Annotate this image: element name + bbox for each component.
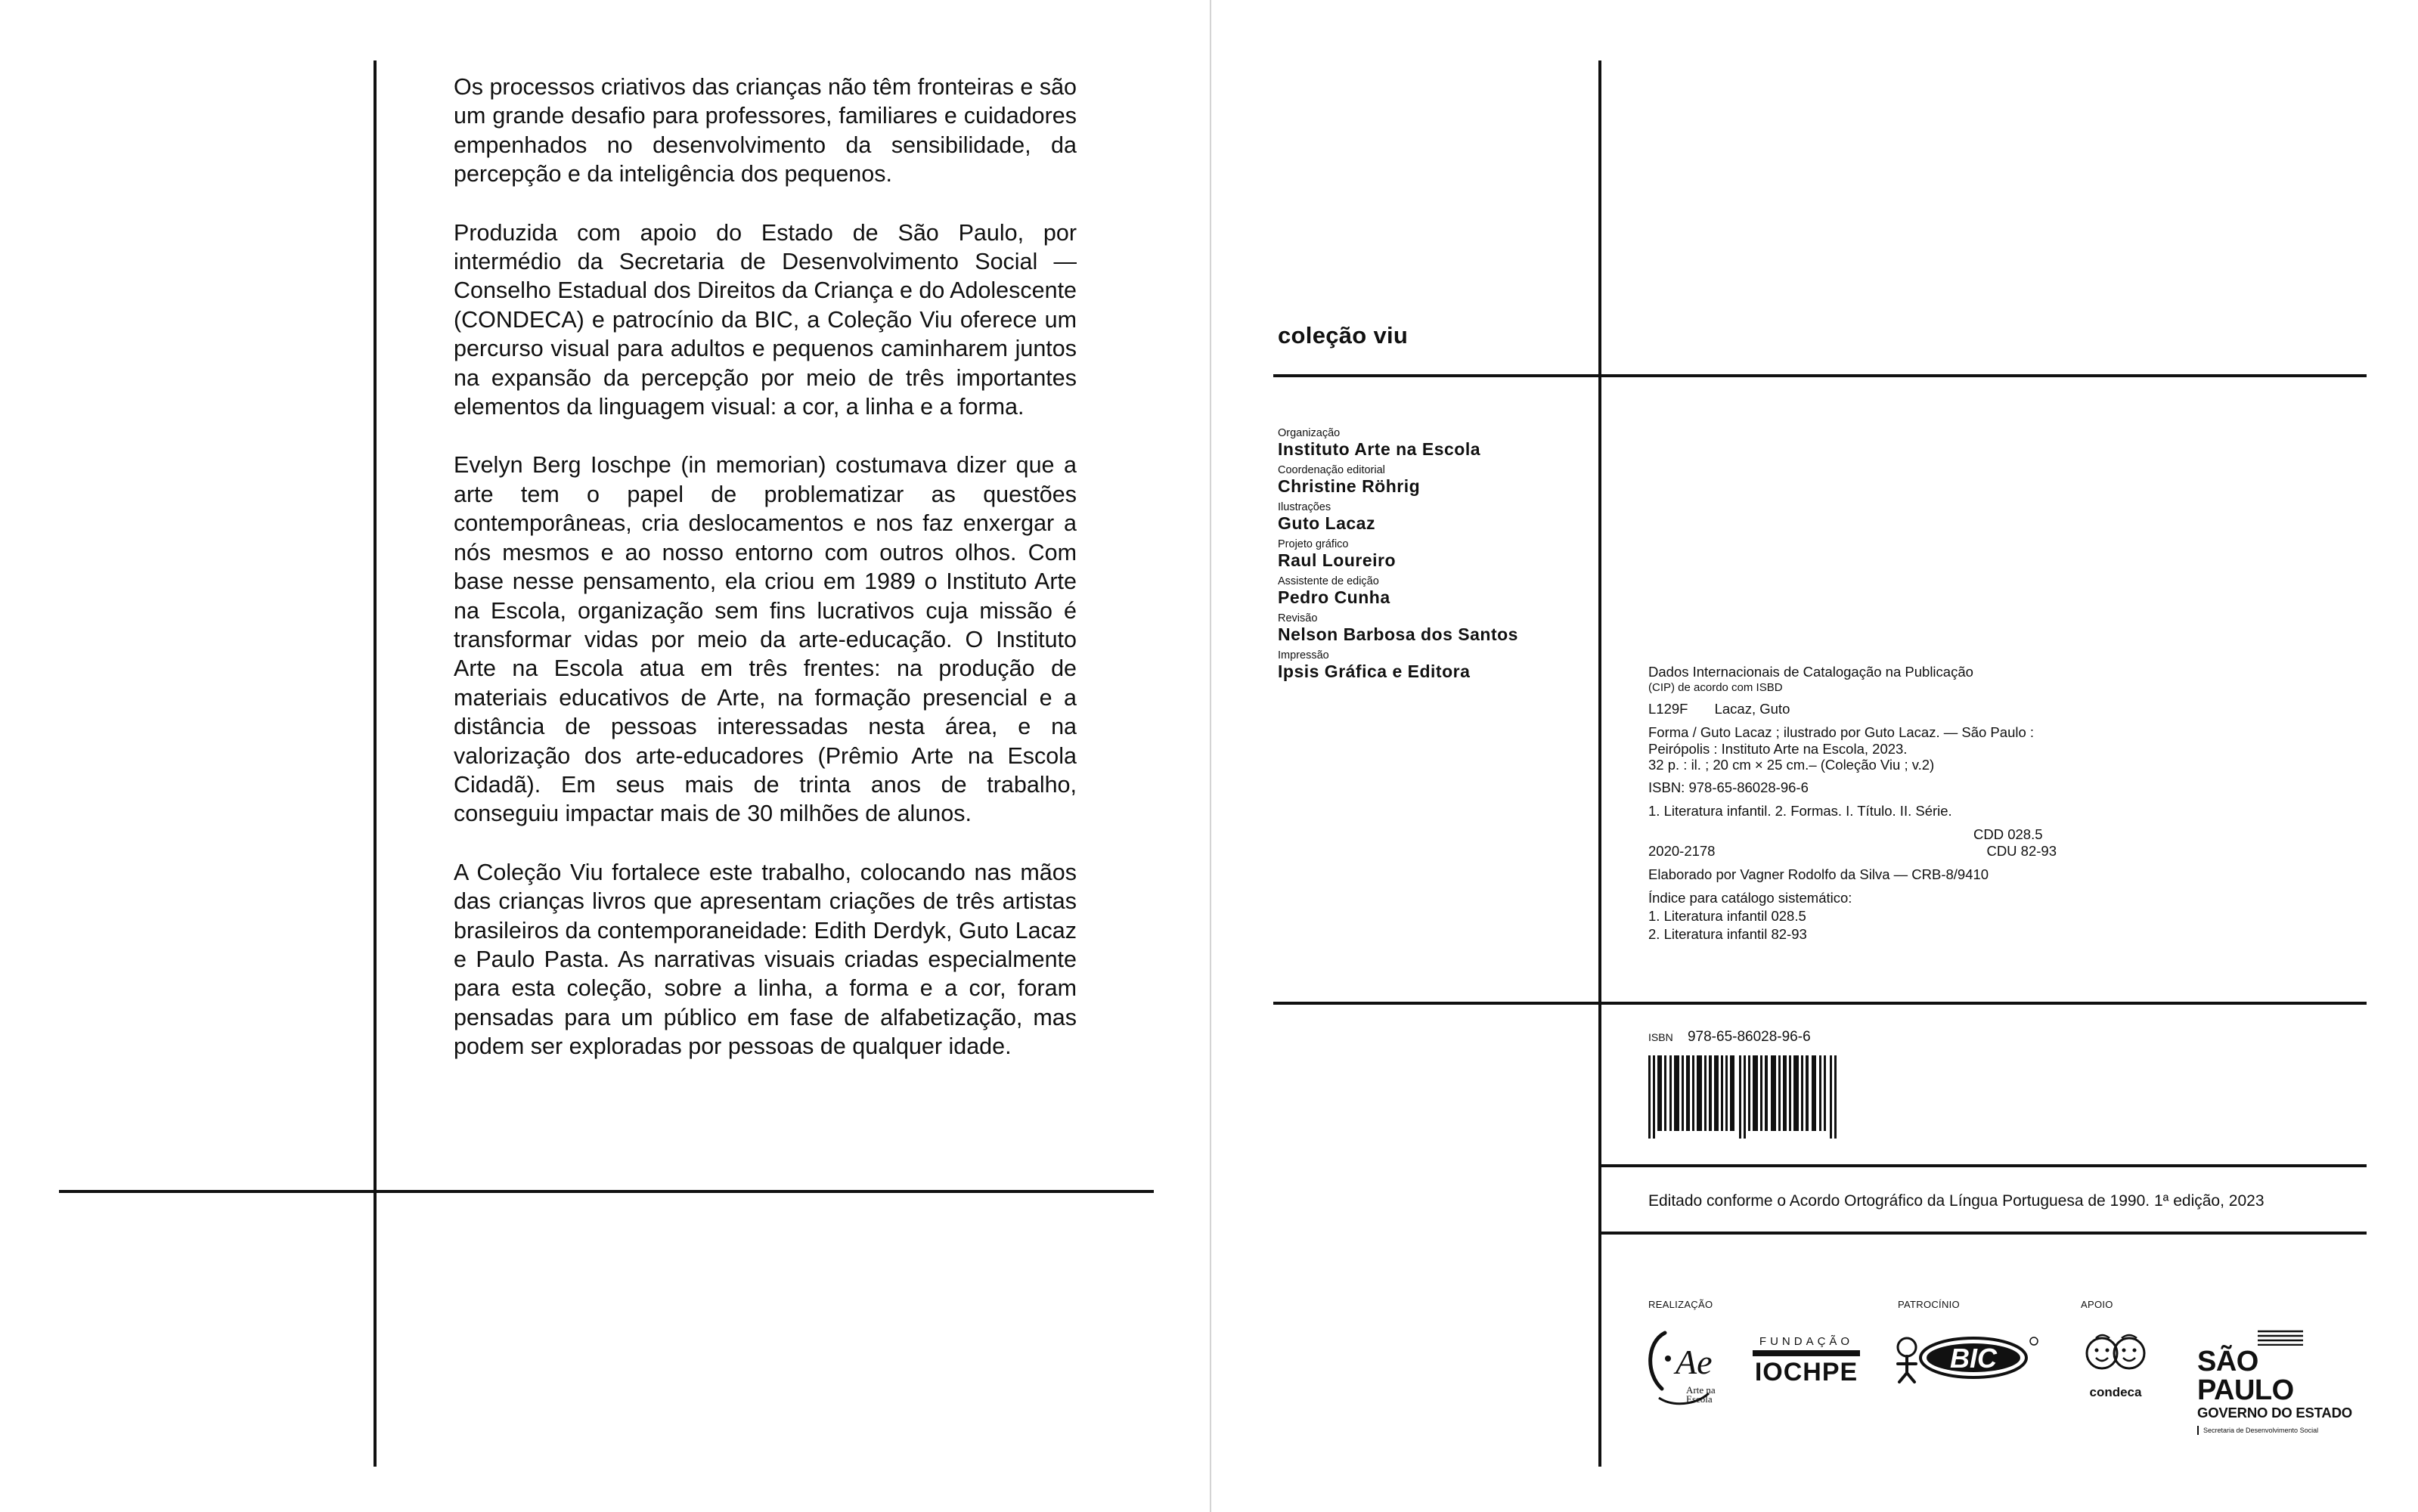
bic-logo bbox=[1890, 1331, 2041, 1383]
bic-logo-text: BIC bbox=[1950, 1343, 1997, 1374]
cip-isbn: ISBN: 978-65-86028-96-6 bbox=[1648, 779, 1809, 795]
governo-sao-paulo-logo bbox=[2197, 1334, 2360, 1434]
right-rule-3 bbox=[1598, 1164, 2367, 1167]
cip-line: Peirópolis : Instituto Arte na Escola, 2023. bbox=[1648, 741, 1908, 757]
cip-prepared-by: Elaborado por Vagner Rodolfo da Silva — CRB-8/9410 bbox=[1648, 866, 1989, 882]
arte-logo-text: Arte na Escola bbox=[1686, 1384, 1716, 1405]
credit-role: Impressão bbox=[1278, 649, 1329, 662]
credit-role: Revisão bbox=[1278, 612, 1318, 624]
credit-role: Coordenação editorial bbox=[1278, 464, 1385, 476]
credit-name: Christine Röhrig bbox=[1278, 476, 1421, 496]
fundacao-iochpe-logo bbox=[1753, 1335, 1860, 1388]
credit-name: Raul Loureiro bbox=[1278, 550, 1397, 570]
label-patrocinio: PATROCÍNIO bbox=[1898, 1299, 1960, 1310]
cip-cdd: CDD 028.5 bbox=[1973, 826, 2043, 842]
cip-cdu: CDU 82-93 bbox=[1986, 843, 2057, 859]
cip-author: Lacaz, Guto bbox=[1714, 701, 1790, 717]
left-vertical-rule bbox=[374, 60, 377, 1467]
credit-name: Guto Lacaz bbox=[1278, 513, 1375, 533]
sp-logo-line1: SÃO PAULO bbox=[2197, 1346, 2294, 1406]
cip-subjects: 1. Literatura infantil. 2. Formas. I. Título. II. Série. bbox=[1648, 803, 1952, 819]
iochpe-bar bbox=[1753, 1350, 1860, 1356]
label-realizacao: REALIZAÇÃO bbox=[1648, 1299, 1713, 1310]
paragraph-3: Evelyn Berg Ioschpe (in memorian) costumava dizer que a arte tem o papel de problematizar as questões contemporâneas, cria deslocamentos e nos faz enxergar a nós mesmos e ao nosso entorno com outros olhos. Com base nesse pensamento, ela criou em 1989 o Instituto Arte na Escola, organização sem fins lucrativos cuja missão é transformar vidas por meio da arte-educação. O Instituto Arte na Escola atua em três frentes: na produção de materiais educativos de Arte, na formação presencial e a distância de pessoas interessadas nesta área, e na valorização dos arte-educadores (Prêmio Arte na Escola Cidadã). Em seus mais de trinta anos de trabalho, conseguiu impactar mais de 30 milhões de alunos. bbox=[454, 452, 1077, 827]
cip-index-item: 2. Literatura infantil 82-93 bbox=[1648, 926, 1807, 942]
condeca-logo bbox=[2076, 1329, 2159, 1402]
cip-index-title: Índice para catálogo sistemático: bbox=[1648, 890, 1852, 906]
cip-record: 2020-2178 bbox=[1648, 843, 1716, 859]
right-rule-1 bbox=[1273, 374, 2367, 377]
cip-subheading: (CIP) de acordo com ISBD bbox=[1648, 681, 1783, 694]
paragraph-4: A Coleção Viu fortalece este trabalho, colocando nas mãos das crianças livros que apresentam criações de três artistas brasileiros da contemporaneidade: Edith Derdyk, Guto Lacaz e Paulo Pasta. As narrativas visuais criadas especialmente para esta coleção, sobre a linha, a forma e a cor, foram pensadas para um público em fase de alfabetização, mas podem ser exploradas por pessoas de qualquer idade. bbox=[454, 859, 1077, 1060]
intro-text bbox=[454, 73, 1077, 1061]
arte-na-escola-logo bbox=[1642, 1327, 1737, 1411]
edition-note: Editado conforme o Acordo Ortográfico da Língua Portuguesa de 1990. 1ª edição, 2023 bbox=[1648, 1192, 2265, 1210]
credit-name: Instituto Arte na Escola bbox=[1278, 439, 1481, 459]
iochpe-top-text: FUNDAÇÃO bbox=[1759, 1335, 1854, 1348]
isbn-barcode bbox=[1648, 1055, 1839, 1139]
right-rule-4 bbox=[1598, 1232, 2367, 1235]
iochpe-name: IOCHPE bbox=[1754, 1358, 1858, 1387]
cip-line: 32 p. : il. ; 20 cm × 25 cm.– (Coleção Viu ; v.2) bbox=[1648, 757, 1935, 773]
cip-index-item: 1. Literatura infantil 028.5 bbox=[1648, 908, 1806, 924]
credit-name: Ipsis Gráfica e Editora bbox=[1278, 662, 1471, 681]
cip-code-author bbox=[1648, 700, 2238, 718]
label-apoio: APOIO bbox=[2081, 1299, 2113, 1310]
left-horizontal-rule bbox=[59, 1190, 1154, 1193]
svg-text:Ae: Ae bbox=[1676, 1343, 1713, 1381]
isbn-label: ISBN bbox=[1648, 1031, 1673, 1043]
credit-role: Organização bbox=[1278, 427, 1341, 439]
credit-role: Projeto gráfico bbox=[1278, 538, 1349, 550]
credit-name: Nelson Barbosa dos Santos bbox=[1278, 624, 1518, 644]
sp-logo-line2: GOVERNO DO ESTADO bbox=[2197, 1405, 2352, 1421]
isbn-number: 978-65-86028-96-6 bbox=[1687, 1029, 1811, 1045]
condeca-text: condeca bbox=[2089, 1385, 2142, 1399]
paragraph-1: Os processos criativos das crianças não têm fronteiras e são um grande desafio para professores, familiares e cuidadores empenhados no desenvolvimento da sensibilidade, da percepção e da inteligência dos pequenos. bbox=[454, 74, 1077, 187]
right-rule-2 bbox=[1273, 1002, 2367, 1005]
paragraph-2: Produzida com apoio do Estado de São Paulo, por intermédio da Secretaria de Desenvolvimento Social — Conselho Estadual dos Direitos da Criança e do Adolescente (CONDECA) e patrocínio da BIC, a Coleção Viu oferece um percurso visual para adultos e pequenos caminharem juntos na expansão da percepção por meio de três importantes elementos da linguagem visual: a cor, a linha e a forma. bbox=[454, 219, 1077, 420]
credit-role: Assistente de edição bbox=[1278, 575, 1379, 587]
series-title: coleção viu bbox=[1278, 322, 1409, 349]
cip-line: Forma / Guto Lacaz ; ilustrado por Guto Lacaz. — São Paulo : bbox=[1648, 724, 2035, 740]
cataloging-data bbox=[1648, 663, 2238, 943]
credit-name: Pedro Cunha bbox=[1278, 587, 1390, 607]
cip-code: L129F bbox=[1648, 701, 1688, 717]
isbn-line bbox=[1648, 1029, 1811, 1046]
credits-list bbox=[1278, 427, 1595, 686]
right-vertical-rule bbox=[1598, 60, 1601, 1467]
book-spine bbox=[1210, 0, 1211, 1512]
cip-record-row bbox=[1648, 842, 2057, 860]
sp-logo-line3: Secretaria de Desenvolvimento Social bbox=[2197, 1426, 2360, 1435]
credit-role: Ilustrações bbox=[1278, 501, 1331, 513]
cip-heading: Dados Internacionais de Catalogação na Publicação bbox=[1648, 664, 1973, 680]
